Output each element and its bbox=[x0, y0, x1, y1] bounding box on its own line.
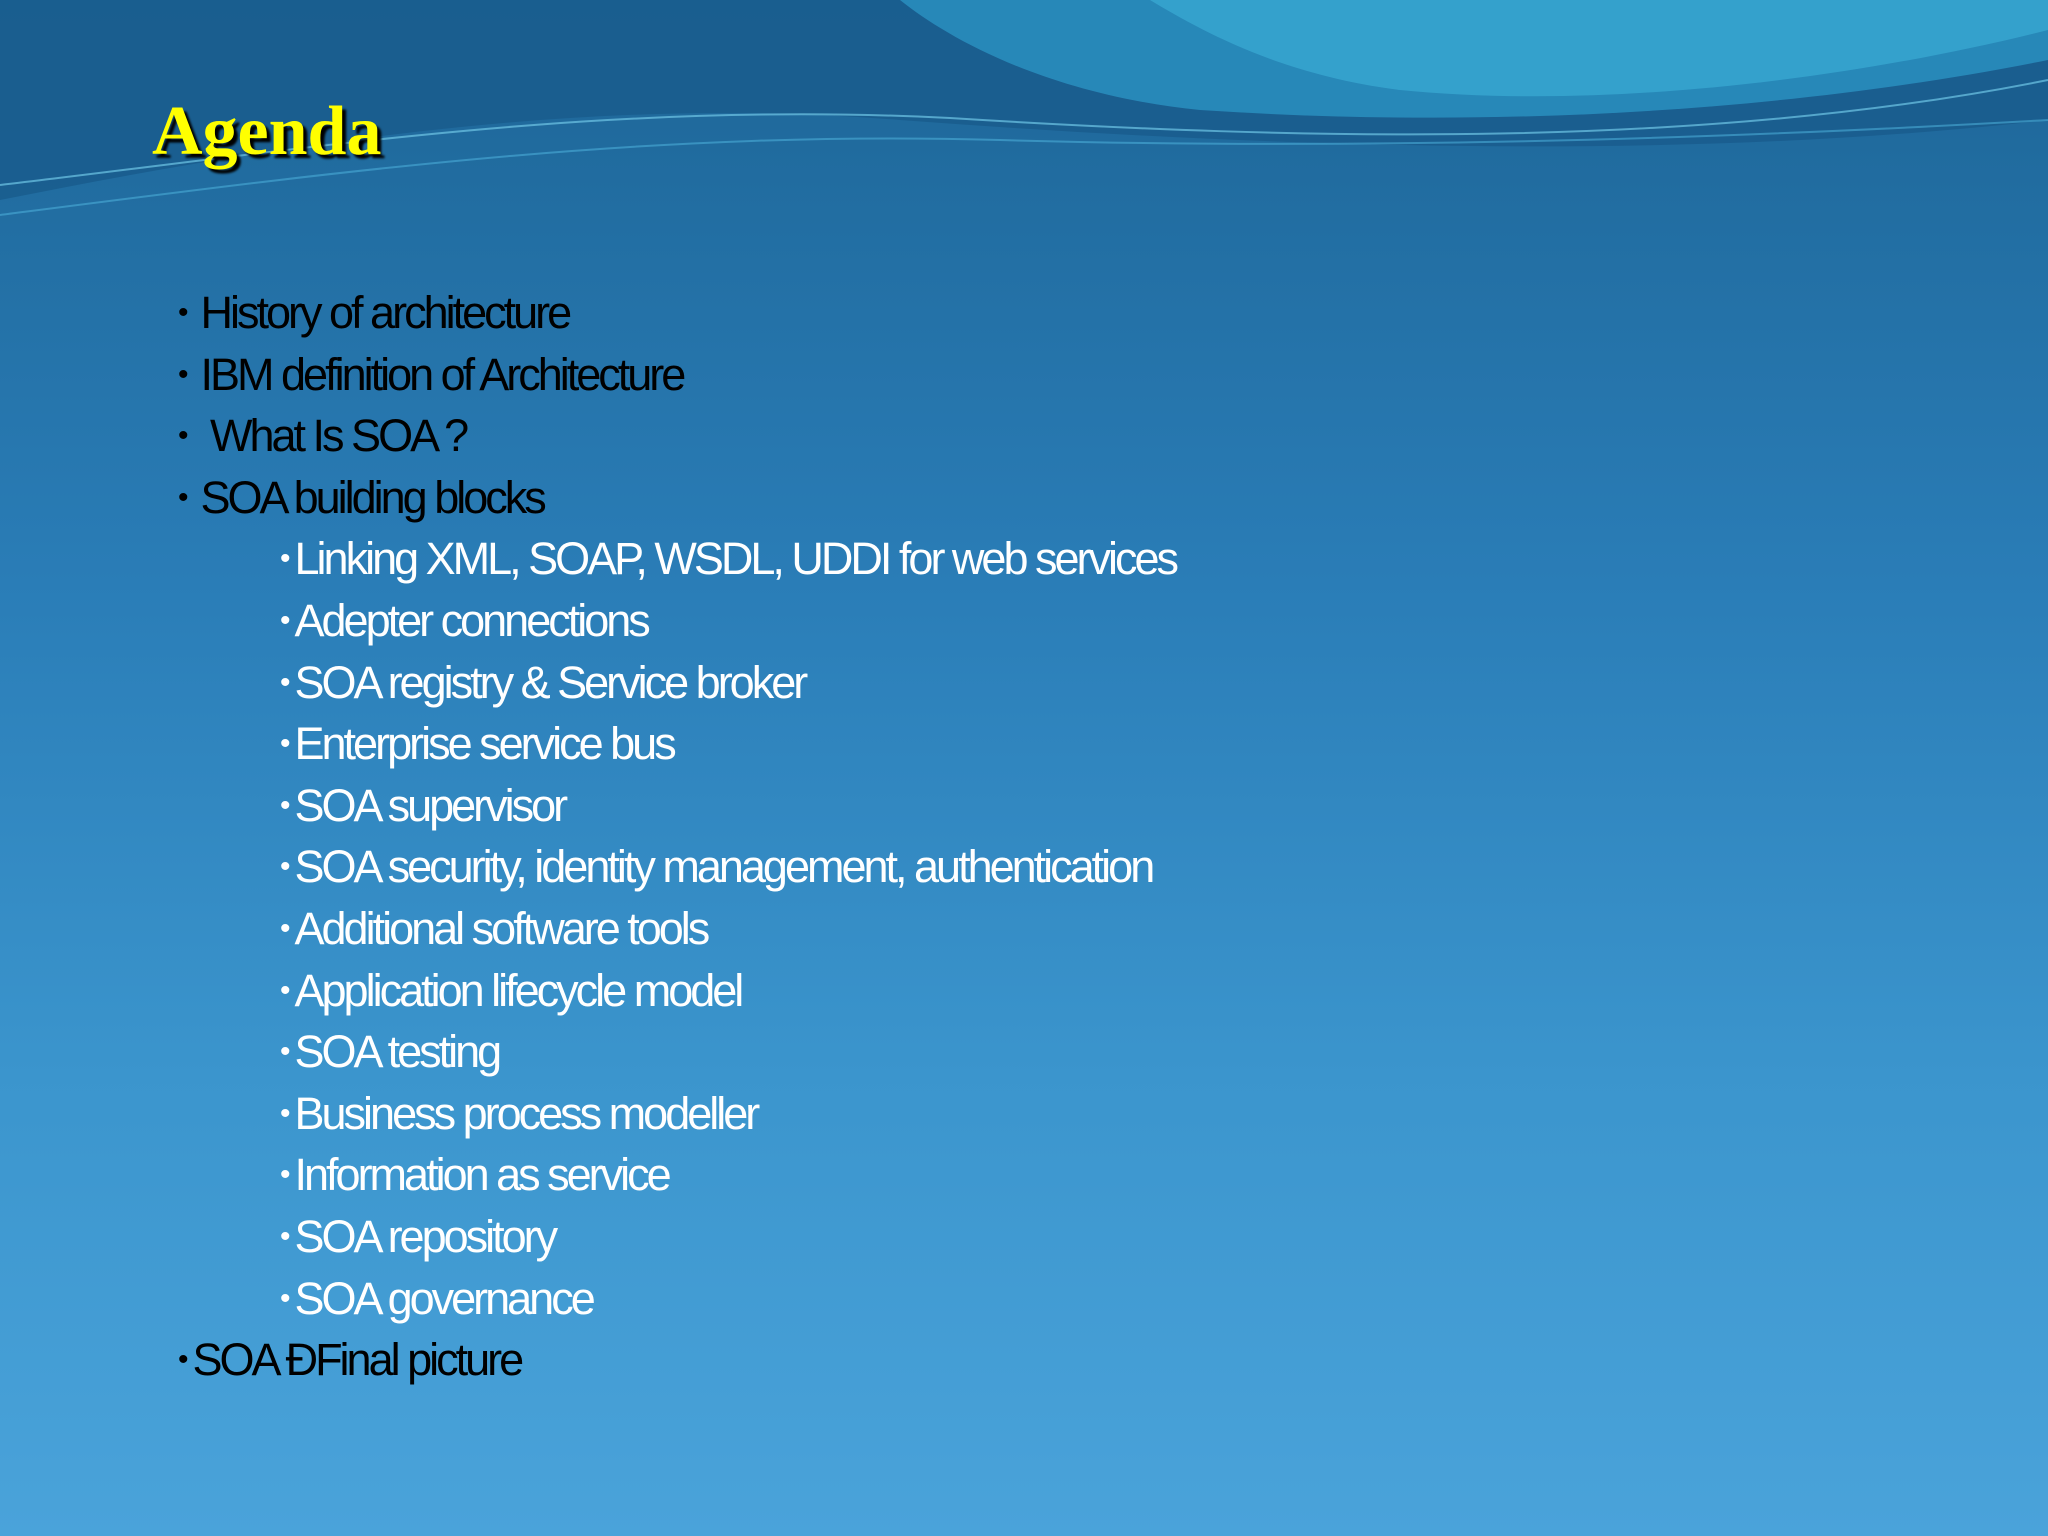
agenda-item-text: History of architecture bbox=[200, 287, 570, 338]
agenda-item-text: IBM definition of Architecture bbox=[200, 348, 684, 400]
bullet-icon: • bbox=[280, 1219, 291, 1253]
agenda-item-text: SOA supervisor bbox=[294, 779, 566, 831]
agenda-item bbox=[178, 405, 1176, 467]
agenda-subitem bbox=[178, 528, 1176, 590]
agenda-subitem bbox=[178, 898, 1176, 960]
bullet-icon: • bbox=[280, 1035, 291, 1069]
agenda-item-text: Additional software tools bbox=[294, 902, 708, 954]
bullet-icon: • bbox=[280, 542, 291, 576]
agenda-subitem bbox=[178, 960, 1176, 1022]
bullet-icon: • bbox=[280, 973, 291, 1007]
agenda-item-text: SOA governance bbox=[294, 1272, 593, 1324]
agenda-subitem bbox=[178, 590, 1176, 652]
agenda-item-text: SOA building blocks bbox=[200, 471, 544, 523]
bullet-icon: • bbox=[178, 296, 189, 329]
bullet-icon: • bbox=[178, 419, 189, 453]
bullet-icon: • bbox=[280, 727, 291, 761]
agenda-subitem bbox=[178, 1021, 1176, 1083]
agenda-item-text: Business process modeller bbox=[294, 1087, 758, 1139]
agenda-item-text: SOA ĐFinal picture bbox=[192, 1334, 522, 1386]
agenda-item bbox=[178, 467, 1176, 529]
bullet-icon: • bbox=[280, 603, 291, 637]
agenda-subitem bbox=[178, 836, 1176, 898]
agenda-item-text: Enterprise service bus bbox=[294, 718, 674, 770]
bullet-icon: • bbox=[178, 357, 189, 391]
agenda-item-text: SOA registry & Service broker bbox=[294, 656, 806, 708]
agenda-subitem bbox=[178, 1144, 1176, 1206]
bullet-icon: • bbox=[280, 665, 291, 699]
bullet-icon: • bbox=[280, 788, 291, 822]
agenda-item-text: SOA security, identity management, authentication bbox=[294, 841, 1153, 893]
bullet-icon: • bbox=[280, 1158, 291, 1192]
slide-title: Agenda bbox=[152, 93, 382, 170]
bullet-icon: • bbox=[280, 850, 291, 884]
bullet-icon: • bbox=[178, 480, 189, 514]
agenda-subitem bbox=[178, 1268, 1176, 1330]
agenda-item-text: Linking XML, SOAP, WSDL, UDDI for web services bbox=[294, 533, 1177, 585]
agenda-item-text: Information as service bbox=[294, 1149, 669, 1201]
agenda-subitem bbox=[178, 713, 1176, 775]
agenda-list bbox=[178, 282, 1176, 1391]
agenda-item-text: What Is SOA ? bbox=[200, 410, 467, 462]
bullet-icon: • bbox=[280, 1281, 291, 1315]
agenda-item bbox=[178, 282, 1176, 344]
agenda-item-text: Adepter connections bbox=[294, 594, 648, 646]
agenda-subitem bbox=[178, 1206, 1176, 1268]
bullet-icon: • bbox=[178, 1343, 189, 1377]
agenda-subitem bbox=[178, 1083, 1176, 1145]
agenda-subitem bbox=[178, 652, 1176, 714]
bullet-icon: • bbox=[280, 1096, 291, 1130]
agenda-item-text: SOA repository bbox=[294, 1210, 556, 1262]
agenda-subitem bbox=[178, 775, 1176, 837]
agenda-item bbox=[178, 1329, 1176, 1391]
agenda-item bbox=[178, 344, 1176, 406]
agenda-item-text: Application lifecycle model bbox=[294, 964, 742, 1016]
agenda-item-text: SOA testing bbox=[294, 1026, 500, 1078]
bullet-icon: • bbox=[280, 911, 291, 945]
